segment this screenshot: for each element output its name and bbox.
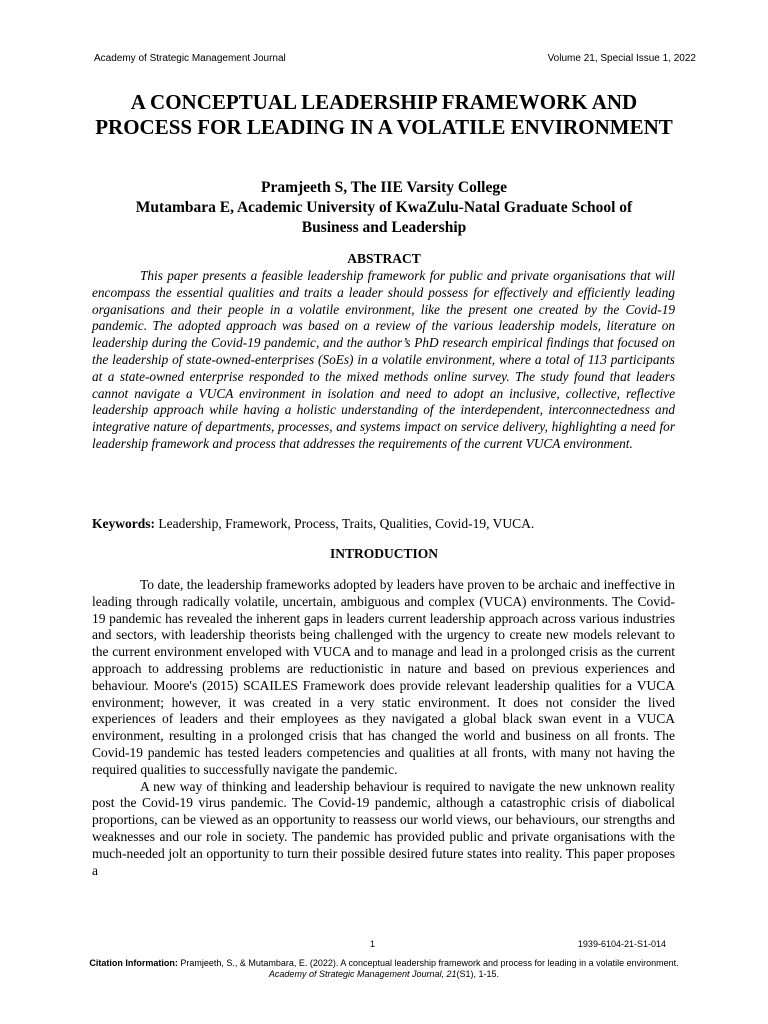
abstract-text: This paper presents a feasible leadership framework for public and private organisations that will encompass the essential qualities and traits a leader should possess for effectively and efficiently leading organisations and their people in a volatile environment, like the present one created by the Covid-19 pandemic. The adopted approach was based on a review of the various leadership models, literature on leadership during the Covid-19 pandemic, and the author’s PhD research empirical findings that focused on the leadership of state-owned-enterprises (SoEs) in a volatile environment, where a total of 113 participants at a state-owned enterprise responded to the mixed methods online survey. The study found that leaders cannot navigate a VUCA environment in isolation and need to adopt an inclusive, collective, reflective leadership approach while having a holistic understanding of the interdependent, interconnectedness and integrative nature of departments, processes, and systems impact on service delivery, highlighting a need for leadership framework and process that addresses the requirements of the current VUCA environment. [92, 268, 675, 451]
keywords-label: Keywords: [92, 516, 155, 531]
page-number: 1 [370, 939, 376, 949]
abstract-heading: ABSTRACT [347, 251, 421, 266]
citation-information [80, 958, 688, 980]
citation-journal: Academy of Strategic Management Journal, 21 [268, 969, 457, 979]
author-block [80, 178, 688, 238]
article-id: 1939-6104-21-S1-014 [577, 939, 666, 949]
citation-text: Pramjeeth, S., & Mutambara, E. (2022). A conceptual leadership framework and process for leading in a volatile environment. [177, 958, 679, 968]
citation-tail: (S1), 1-15. [456, 969, 500, 979]
journal-name: Academy of Strategic Management Journal [94, 53, 286, 64]
citation-label: Citation Information: [89, 958, 178, 968]
author-line-2: Mutambara E, Academic University of KwaZulu-Natal Graduate School of [135, 199, 633, 216]
author-line-3: Business and Leadership [301, 219, 467, 236]
introduction-heading: INTRODUCTION [329, 546, 438, 561]
running-header [94, 53, 696, 64]
introduction-body [92, 577, 675, 879]
volume-info: Volume 21, Special Issue 1, 2022 [547, 53, 696, 64]
intro-paragraph-1: To date, the leadership frameworks adopted by leaders have proven to be archaic and ineffective in leading through radically volatile, uncertain, ambiguous and complex (VUCA) environments. The Covid-19 pandemic has revealed the inherent gaps in leaders current leadership approach across various industries and sectors, with leadership theorists being challenged with the urgency to create new models relevant to the current environment enveloped with VUCA and to manage and lead in a prolonged crisis as the current approach to addressing problems are reductionistic in nature and based on previous experiences and behaviour. Moore's (2015) SCAILES Framework does provide relevant leadership qualities for a VUCA environment; however, it was created in a very static environment. It does not consider the lived experiences of leaders and their employees as they navigated a global black swan event in a VUCA environment, resulting in a prolonged crisis that has changed the world and business on all fronts. The Covid-19 pandemic has tested leaders competencies and qualities at all fronts, with many not having the required qualities to successfully navigate the pandemic. [92, 577, 675, 777]
intro-paragraph-2: A new way of thinking and leadership behaviour is required to navigate the new unknown reality post the Covid-19 virus pandemic. The Covid-19 pandemic, although a catastrophic crisis of diabolical proportions, can be viewed as an opportunity to reassess our world views, our behaviours, our strengths and weaknesses and our role in society. The pandemic has provided public and private organisations with the much-needed jolt an opportunity to turn their possible desired future states into reality. This paper proposes a [92, 778, 675, 878]
keywords-text: Leadership, Framework, Process, Traits, Qualities, Covid-19, VUCA. [155, 516, 535, 531]
paper-title: A CONCEPTUAL LEADERSHIP FRAMEWORK AND PROCESS FOR LEADING IN A VOLATILE ENVIRONMENT [95, 90, 673, 139]
keywords [92, 515, 675, 532]
author-line-1: Pramjeeth S, The IIE Varsity College [261, 179, 507, 196]
